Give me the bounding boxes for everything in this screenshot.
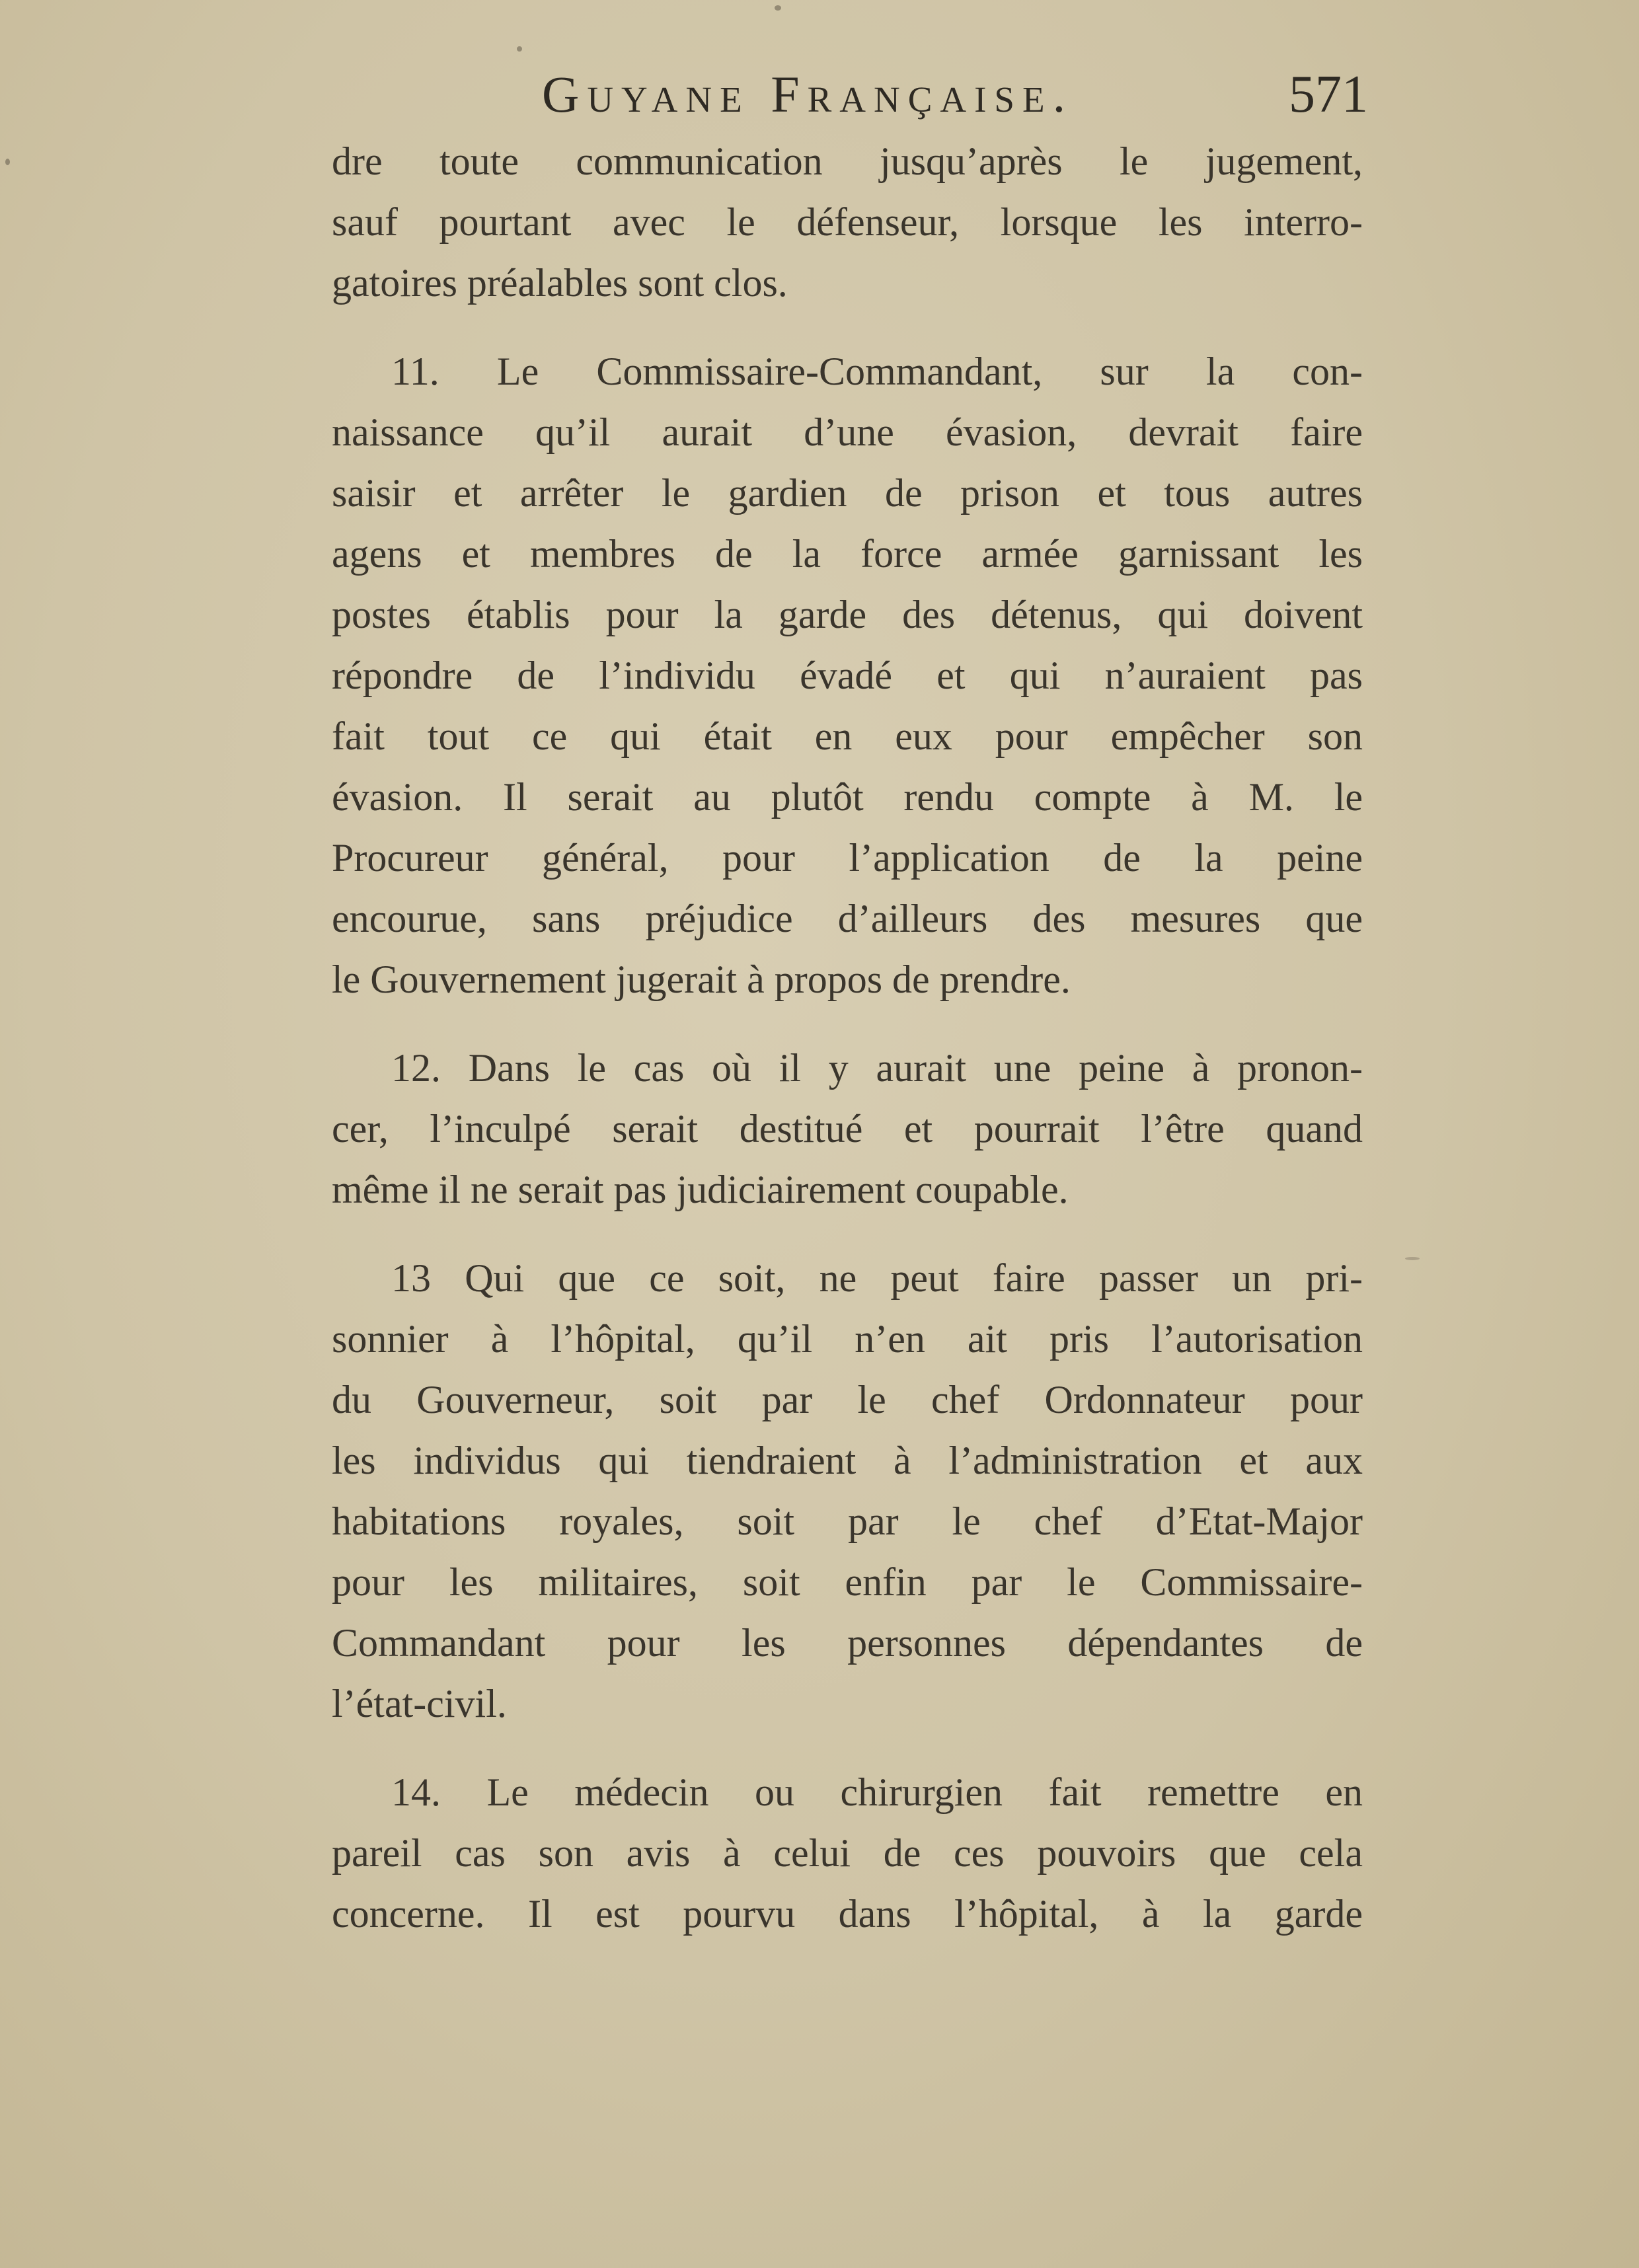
text-line: même il ne serait pas judiciairement coupable. <box>332 1168 1069 1211</box>
text-line: naissance qu’il aurait d’une évasion, devrait faire <box>332 410 1363 454</box>
text-line: l’état-civil. <box>332 1682 507 1725</box>
paper-speck <box>1405 1257 1420 1260</box>
text-line: dre toute communication jusqu’après le jugement, <box>332 139 1363 183</box>
paragraph-article-14 <box>332 1762 1363 1944</box>
text-line: gatoires préalables sont clos. <box>332 261 788 305</box>
paragraph <box>332 131 1363 313</box>
text-line: concerne. Il est pourvu dans l’hôpital, à la garde <box>332 1892 1363 1936</box>
text-line: répondre de l’individu évadé et qui n’auraient pas <box>332 654 1363 697</box>
paper-speck <box>775 5 781 11</box>
text-line: les individus qui tiendraient à l’administration et aux <box>332 1439 1363 1482</box>
paragraph-article-13 <box>332 1248 1363 1734</box>
text-line: habitations royales, soit par le chef d’Etat-Major <box>332 1499 1363 1543</box>
paragraph-article-12 <box>332 1038 1363 1220</box>
text-line: cer, l’inculpé serait destitué et pourrait l’être quand <box>332 1107 1363 1151</box>
text-line: le Gouvernement jugerait à propos de prendre. <box>332 958 1071 1001</box>
text-line: 14. Le médecin ou chirurgien fait remettre en <box>391 1770 1363 1814</box>
running-title: Guyane Française. <box>542 65 1074 123</box>
paper-speck <box>517 46 522 52</box>
text-line: évasion. Il serait au plutôt rendu compte à M. le <box>332 775 1363 819</box>
text-line: 11. Le Commissaire-Commandant, sur la con- <box>391 350 1363 393</box>
text-line: pour les militaires, soit enfin par le Commissaire- <box>332 1560 1363 1604</box>
text-line: fait tout ce qui était en eux pour empêcher son <box>332 714 1363 758</box>
text-line: pareil cas son avis à celui de ces pouvoirs que cela <box>332 1831 1363 1875</box>
page-header <box>542 65 1368 124</box>
text-line: 13 Qui que ce soit, ne peut faire passer un pri- <box>391 1256 1363 1300</box>
text-line: sauf pourtant avec le défenseur, lorsque les interro- <box>332 200 1363 244</box>
text-line: du Gouverneur, soit par le chef Ordonnateur pour <box>332 1378 1363 1421</box>
text-line: saisir et arrêter le gardien de prison et tous autres <box>332 471 1363 515</box>
text-line: Procureur général, pour l’application de la peine <box>332 836 1363 880</box>
text-line: agens et membres de la force armée garnissant les <box>332 532 1363 576</box>
text-line: postes établis pour la garde des détenus, qui doivent <box>332 593 1363 636</box>
page-number: 571 <box>1289 65 1368 124</box>
text-line: encourue, sans préjudice d’ailleurs des mesures que <box>332 897 1363 940</box>
paper-speck <box>5 159 10 165</box>
body-text <box>332 131 1363 1944</box>
text-line: Commandant pour les personnes dépendantes de <box>332 1621 1363 1665</box>
paragraph-article-11 <box>332 341 1363 1010</box>
text-line: sonnier à l’hôpital, qu’il n’en ait pris l’autorisation <box>332 1317 1363 1361</box>
text-line: 12. Dans le cas où il y aurait une peine à pronon- <box>391 1046 1363 1090</box>
